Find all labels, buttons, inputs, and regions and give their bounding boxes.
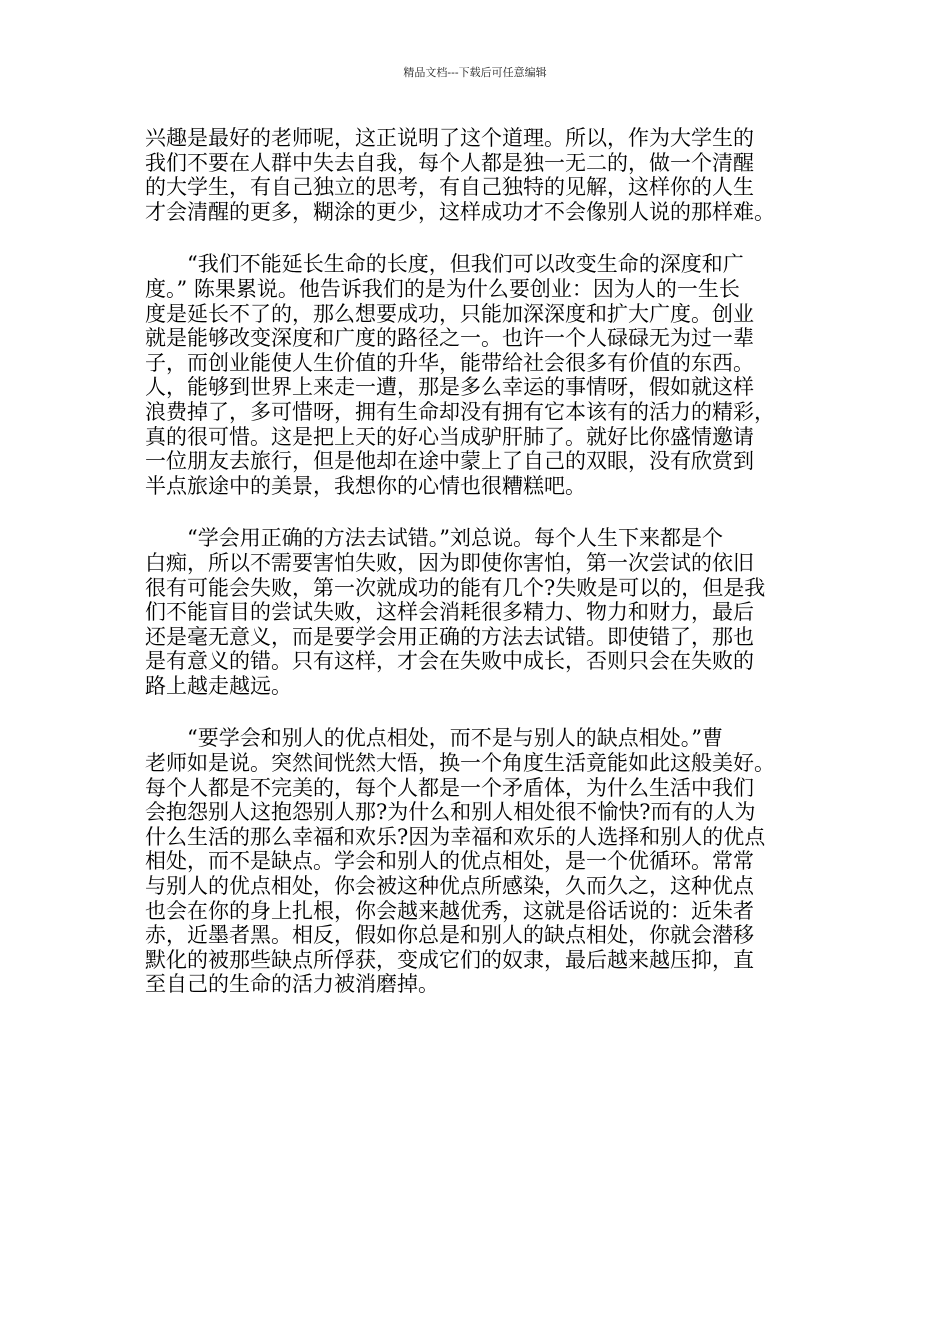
- paragraph-3: [145, 526, 825, 698]
- paragraph-1: [145, 126, 825, 224]
- text-line: 路上越走越远。: [145, 673, 292, 698]
- text-line: “要学会和别人的优点相处，而不是与别人的缺点相处。”曹: [145, 726, 723, 751]
- text-line: 很有可能会失败，第一次就成功的能有几个?失败是可以的，但是我: [145, 575, 766, 600]
- text-line: 赤，近墨者黑。相反，假如你总是和别人的缺点相处，你就会潜移: [145, 923, 754, 948]
- text-line: 半点旅途中的美景，我想你的心情也很糟糕吧。: [145, 473, 586, 498]
- text-line: 会抱怨别人这抱怨别人那?为什么和别人相处很不愉快?而有的人为: [145, 800, 756, 825]
- text-line: 也会在你的身上扎根，你会越来越优秀，这就是俗话说的：近朱者: [145, 898, 754, 923]
- text-line: 兴趣是最好的老师呢，这正说明了这个道理。所以，作为大学生的: [145, 126, 754, 150]
- text-line: 我们不要在人群中失去自我，每个人都是独一无二的，做一个清醒: [145, 150, 754, 175]
- text-line: 是有意义的错。只有这样，才会在失败中成长，否则只会在失败的: [145, 649, 754, 674]
- text-line: 一位朋友去旅行，但是他却在途中蒙上了自己的双眼，没有欣赏到: [145, 449, 754, 474]
- text-line: 度。” 陈果累说。他告诉我们的是为什么要创业：因为人的一生长: [145, 276, 740, 301]
- paragraph-2: [145, 252, 825, 498]
- text-line: 什么生活的那么幸福和欢乐?因为幸福和欢乐的人选择和别人的优点: [145, 824, 766, 849]
- text-line: 浪费掉了，多可惜呀，拥有生命却没有拥有它本该有的活力的精彩，: [145, 399, 775, 424]
- paragraph-gap: [145, 224, 825, 252]
- text-line: 老师如是说。突然间恍然大悟，换一个角度生活竟能如此这般美好。: [145, 751, 775, 776]
- text-line: 每个人都是不完美的，每个人都是一个矛盾体，为什么生活中我们: [145, 775, 754, 800]
- text-line: 还是毫无意义，而是要学会用正确的方法去试错。即使错了，那也: [145, 624, 754, 649]
- text-line: 白痴，所以不需要害怕失败，因为即使你害怕，第一次尝试的依旧: [145, 550, 754, 575]
- text-line: 度是延长不了的，那么想要成功，只能加深深度和扩大广度。创业: [145, 301, 754, 326]
- text-line: “我们不能延长生命的长度，但我们可以改变生命的深度和广: [145, 252, 744, 277]
- text-line: 相处，而不是缺点。学会和别人的优点相处，是一个优循环。常常: [145, 849, 754, 874]
- text-line: 至自己的生命的活力被消磨掉。: [145, 972, 439, 997]
- text-line: 才会清醒的更多，糊涂的更少，这样成功才不会像别人说的那样难。: [145, 199, 775, 224]
- document-body: [145, 126, 825, 997]
- text-line: 就是能够改变深度和广度的路径之一。也许一个人碌碌无为过一辈: [145, 326, 754, 351]
- page-header: [0, 66, 950, 80]
- text-line: 的大学生，有自己独立的思考，有自己独特的见解，这样你的人生: [145, 175, 754, 200]
- text-line: 子，而创业能使人生价值的升华，能带给社会很多有价值的东西。: [145, 350, 754, 375]
- text-line: 与别人的优点相处，你会被这种优点所感染，久而久之，这种优点: [145, 874, 754, 899]
- text-line: 人，能够到世界上来走一遭，那是多么幸运的事情呀，假如就这样: [145, 375, 754, 400]
- paragraph-4: [145, 726, 825, 997]
- paragraph-gap: [145, 498, 825, 526]
- text-line: 默化的被那些缺点所俘获，变成它们的奴隶，最后越来越压抑，直: [145, 947, 754, 972]
- text-line: “学会用正确的方法去试错。”刘总说。每个人生下来都是个: [145, 526, 723, 551]
- text-line: 真的很可惜。这是把上天的好心当成驴肝肺了。就好比你盛情邀请: [145, 424, 754, 449]
- paragraph-gap: [145, 698, 825, 726]
- header-title: 精品文档---下载后可任意编辑: [403, 66, 547, 79]
- text-line: 们不能盲目的尝试失败，这样会消耗很多精力、物力和财力，最后: [145, 600, 754, 625]
